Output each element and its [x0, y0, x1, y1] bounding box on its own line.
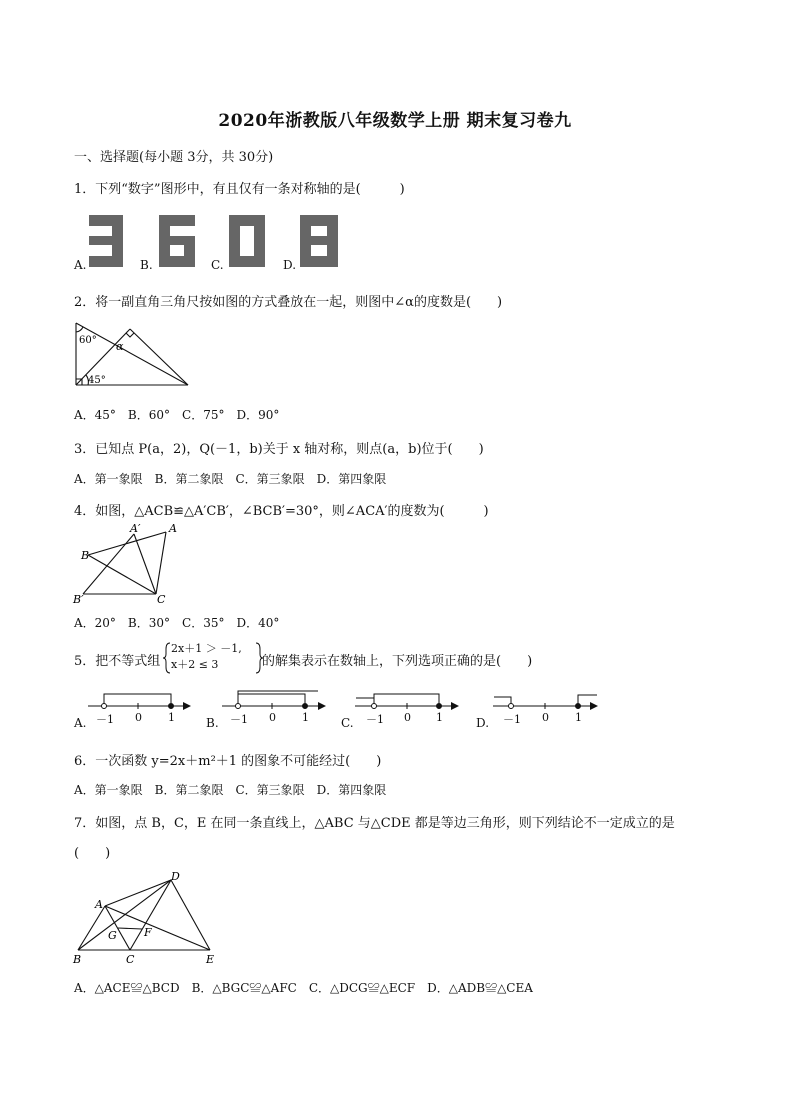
- q5-number-line-b: [222, 691, 325, 709]
- q5-option-d: D.: [476, 716, 490, 730]
- q7-stem-continued: ( ): [74, 846, 111, 861]
- q4-label-c: C: [157, 593, 166, 606]
- q5-c-tick-1: 1: [436, 711, 443, 724]
- q5-inequality-2: x＋2 ≤ 3: [171, 658, 219, 671]
- q5-c-tick-neg1: －1: [366, 713, 384, 726]
- q3-stem: 3．已知点 P(a，2)，Q(－1，b)关于 x 轴对称，则点(a，b)位于( ): [74, 442, 484, 457]
- q5-d-tick-0: 0: [542, 711, 549, 724]
- q7-label-d: D: [171, 870, 180, 883]
- page-title: 2020年浙教版八年级数学上册 期末复习卷九: [218, 111, 572, 131]
- q2-angle-45-label: 45°: [88, 375, 106, 386]
- q5-a-tick-0: 0: [135, 711, 142, 724]
- q1-option-c: C.: [211, 258, 224, 272]
- q7-label-g: G: [108, 929, 117, 942]
- q4-label-a: A: [169, 522, 177, 535]
- q1-option-a: A.: [74, 258, 87, 272]
- q5-a-tick-1: 1: [168, 711, 175, 724]
- digit-3-figure: [89, 215, 123, 267]
- q2-stem: 2．将一副直角三角尺按如图的方式叠放在一起，则图中∠α的度数是( ): [74, 295, 503, 310]
- q5-stem-post: 的解集表示在数轴上，下列选项正确的是( ): [262, 654, 533, 669]
- q4-label-b: B: [81, 549, 90, 562]
- q5-b-tick-neg1: －1: [230, 713, 248, 726]
- q2-angle-60-label: 60°: [79, 335, 97, 346]
- section-heading: 一、选择题(每小题 3分，共 30分): [74, 150, 274, 165]
- digit-6-figure: [159, 215, 195, 267]
- q5-inequality-system: [171, 641, 242, 673]
- q4-options: A．20° B．30° C．35° D．40°: [74, 616, 280, 630]
- q5-a-tick-neg1: －1: [96, 713, 114, 726]
- q5-option-a: A.: [74, 716, 87, 730]
- q1-option-b: B.: [140, 258, 153, 272]
- q7-label-b: B: [73, 953, 82, 966]
- q3-options: A．第一象限 B．第二象限 C．第三象限 D．第四象限: [74, 472, 387, 486]
- q5-inequality-1: 2x＋1 ＞ －1,: [171, 642, 242, 655]
- q5-b-tick-0: 0: [269, 711, 276, 724]
- q5-option-b: B.: [206, 716, 219, 730]
- q1-option-d: D.: [283, 258, 297, 272]
- q5-number-line-c: [355, 694, 458, 709]
- q6-stem: 6．一次函数 y=2x＋m²＋1 的图象不可能经过( ): [74, 754, 382, 769]
- q1-digit-figures: [0, 210, 790, 272]
- q5-stem-pre: 5．把不等式组: [74, 654, 161, 669]
- q7-label-c: C: [126, 953, 135, 966]
- q1-stem: 1．下列“数字”图形中，有且仅有一条对称轴的是( ): [74, 182, 405, 197]
- q5-number-lines: [0, 686, 790, 730]
- q4-label-a-prime: A′: [130, 522, 141, 535]
- q5-d-tick-1: 1: [575, 711, 582, 724]
- q4-triangle-figure: [70, 520, 180, 606]
- q7-triangle-figure: [66, 864, 226, 968]
- q5-d-tick-neg1: －1: [503, 713, 521, 726]
- q7-stem: 7．如图，点 B，C，E 在同一条直线上，△ABC 与△CDE 都是等边三角形，则下列结论不一定成立的是: [74, 816, 675, 831]
- digit-0-figure: [229, 215, 265, 267]
- q5-number-line-a: [88, 694, 190, 709]
- q5-b-tick-1: 1: [302, 711, 309, 724]
- q5-option-c: C.: [341, 716, 354, 730]
- q2-options: A．45° B．60° C．75° D．90°: [74, 408, 280, 422]
- q7-label-f: F: [144, 926, 152, 939]
- q6-options: A．第一象限 B．第二象限 C．第三象限 D．第四象限: [74, 783, 387, 797]
- q5-c-tick-0: 0: [404, 711, 411, 724]
- q2-triangle-figure: [70, 318, 195, 390]
- q4-label-b-prime: B′: [73, 593, 84, 606]
- q5-number-line-d: [493, 695, 597, 709]
- q2-alpha-label: α: [116, 340, 124, 353]
- q7-options: A．△ACE≌△BCD B．△BGC≌△AFC C．△DCG≌△ECF D．△ADB≌△CEA: [74, 981, 533, 995]
- q7-label-a: A: [95, 898, 103, 911]
- q4-stem: 4．如图，△ACB≌△A′CB′，∠BCB′=30°，则∠ACA′的度数为( ): [74, 504, 489, 519]
- q7-label-e: E: [206, 953, 215, 966]
- digit-8-figure: [300, 215, 338, 267]
